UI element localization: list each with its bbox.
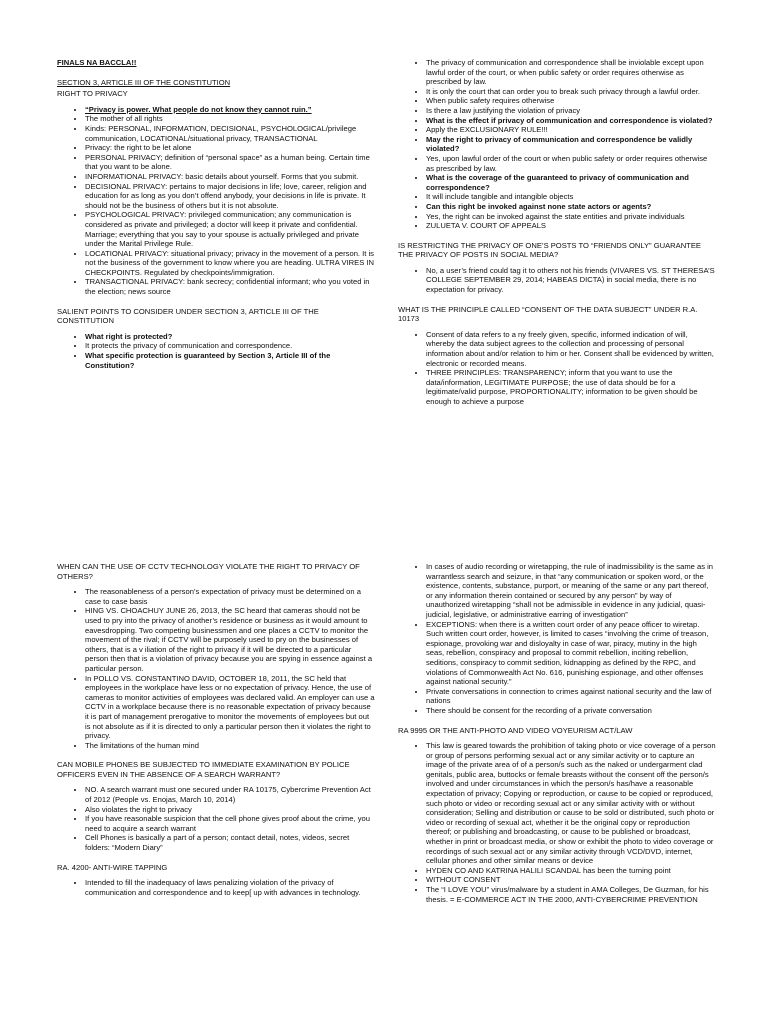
list-item: • TRANSACTIONAL PRIVACY: bank secrecy; confidential informant; who you voted in the election; news source — [85, 277, 375, 296]
list-item: • Can this right be invoked against none state actors or agents? — [426, 202, 716, 212]
list-item: • In POLLO VS. CONSTANTINO DAVID, OCTOBER 18, 2011, the SC held that employees in the workplace have less or no expectation of privacy. Hence, the use of cameras to monitor activities of employees was declared valid. An employer can use a CCTV in a workplace because there is no reasonable expectation of privacy because it is part of management prerogative to monitor the movements of employees but out is not absolute as if it is directed to only a particular person then it violates the right to privacy. — [85, 674, 375, 741]
mobile-phone-list — [57, 785, 375, 852]
consent-list — [398, 330, 716, 407]
bottom-right-column — [398, 562, 716, 914]
list-item: • PSYCHOLOGICAL PRIVACY: privileged communication; any communication is considered as private and privileged; a doctor will keep it private and confidential. Marriage; everything that you say to your spouse is actually privileged and private under the Marital Privilege Rule. — [85, 210, 375, 248]
list-item: • WITHOUT CONSENT — [426, 875, 716, 885]
list-item: • EXCEPTIONS: when there is a written court order of any peace officer to wiretap. Such written court order, however, is limited to cases “involving the crime of treason, espionage, provoking war and disloyalty in case of war, piracy, mutiny in the high seas, rebellion, conspiracy and proposal to commit rebellion, inciting rebellion, seditions, conspiracy to commit sedition, kidnapping as defined by the RPC, and violations of Commonwealth Act No. 616, punishing espionage, and other offenses against national security.” — [426, 620, 716, 687]
list-item: • When public safety requires otherwise — [426, 96, 716, 106]
list-item: • The limitations of the human mind — [85, 741, 375, 751]
list-item: • Private conversations in connection to crimes against national security and the law of nations — [426, 687, 716, 706]
ra4200-list — [57, 878, 375, 897]
list-item: • The reasonableness of a person’s expectation of privacy must be determined on a case to case basis — [85, 587, 375, 606]
list-item: • DECISIONAL PRIVACY: pertains to major decisions in life; love, career, religion and education for as long as you don’t offend anybody, your decisions in life is private. It should not be the business of others but it is not absolute. — [85, 182, 375, 211]
list-item: • The privacy of communication and correspondence shall be inviolable except upon lawful order of the court, or when public safety or order requires otherwise as prescribed by law. — [426, 58, 716, 87]
list-item: • There should be consent for the recording of a private conversation — [426, 706, 716, 716]
list-item: • It protects the privacy of communication and correspondence. — [85, 341, 375, 351]
list-item: • Apply the EXCLUSIONARY RULE!!! — [426, 125, 716, 135]
communication-list — [398, 58, 716, 231]
mobile-phone-heading: CAN MOBILE PHONES BE SUBJECTED TO IMMEDIATE EXAMINATION BY POLICE OFFICERS EVEN IN THE ABSENCE OF A SEARCH WARRANT? — [57, 760, 350, 779]
list-item: • “Privacy is power. What people do not know they cannot ruin.” — [85, 105, 375, 115]
list-item: • LOCATIONAL PRIVACY: situational privacy; privacy in the movement of a person. It is not the business of the government to know where you are heading. ULTRA VIRES IN CHECKPOINTS. Regulated by checkpoints/immigration. — [85, 249, 375, 278]
list-item: • INFORMATIONAL PRIVACY: basic details about yourself. Forms that you submit. — [85, 172, 375, 182]
section-subheading: RIGHT TO PRIVACY — [57, 89, 128, 99]
list-item: • Cell Phones is basically a part of a person; contact detail, notes, videos, secret folders: “Modern Diary” — [85, 833, 375, 852]
list-item: • ZULUETA V. COURT OF APPEALS — [426, 221, 716, 231]
list-item: • What is the effect if privacy of communication and correspondence is violated? — [426, 116, 716, 126]
list-item: • NO. A search warrant must one secured under RA 10175, Cybercrime Prevention Act of 2012 (People vs. Enojas, March 10, 2014) — [85, 785, 375, 804]
list-item: • THREE PRINCIPLES: TRANSPARENCY; inform that you want to use the data/information, LEGITIMATE PURPOSE; the use of data should be for a legitimate/valid purpose, PROPORTIONALITY; information to be given should be enough to achieve a purpose — [426, 368, 716, 406]
list-item: • Privacy: the right to be let alone — [85, 143, 375, 153]
friends-only-heading: IS RESTRICTING THE PRIVACY OF ONE’S POSTS TO “FRIENDS ONLY” GUARANTEE THE PRIVACY OF POSTS IN SOCIAL MEDIA? — [398, 240, 701, 260]
cctv-heading: WHEN CAN THE USE OF CCTV TECHNOLOGY VIOLATE THE RIGHT TO PRIVACY OF OTHERS? — [57, 562, 360, 581]
list-item: • What right is protected? — [85, 332, 375, 342]
salient-heading: SALIENT POINTS TO CONSIDER UNDER SECTION 3, ARTICLE III OF THE CONSTITUTION — [57, 306, 319, 326]
friends-only-list — [398, 266, 716, 295]
top-right-column — [398, 58, 716, 417]
list-item: • Kinds: PERSONAL, INFORMATION, DECISIONAL, PSYCHOLOGICAL/privilege communication, LOCATIONAL/situational privacy, TRANSACTIONAL — [85, 124, 375, 143]
list-item: • No, a user’s friend could tag it to others not his friends (VIVARES VS. ST THERESA’S COLLEGE SEPTEMBER 29, 2014; HABEAS DICTA) in social media, there is no expectation for privacy. — [426, 266, 716, 295]
list-item: • Also violates the right to privacy — [85, 805, 375, 815]
page-bottom — [0, 512, 768, 1024]
list-item: • Is there a law justifying the violation of privacy — [426, 106, 716, 116]
list-item: • Yes, the right can be invoked against the state entities and private individuals — [426, 212, 716, 222]
list-item: • This law is geared towards the prohibition of taking photo or vice coverage of a person or group of persons performing sexual act or any similar activity or to capture an image of the private area of of a person/s such as the naked or undergarment clad genitals, public area, buttocks or female breasts without the consent off the person/s involved and under circumstances in which the person/s has/have a reasonable expectation of privacy; Copying or reproduction, or cause to be copied or reproduced, such photo or video or recording sexual act or any similar activity with or without consideration; Selling and distribution or cause to be sold or distributed, such photo or video or recording of sexual act, whether it be the original copy or reproduction thereof; or publishing and broadcasting, or cause to be published or broadcast, whether in print or broadcast media, or show or exhibit the photo to video coverage or recordings of such sexual act or any similar activity through VCD/DVD, internet, cellular phones and other similar means or device — [426, 741, 716, 866]
list-item: • PERSONAL PRIVACY; definition of “personal space” as a human being. Certain time that you want to be alone. — [85, 153, 375, 172]
list-item: • If you have reasonable suspicion that the cell phone gives proof about the crime, you need to acquire a search warrant — [85, 814, 375, 833]
list-item: • The mother of all rights — [85, 114, 375, 124]
bottom-left-column — [57, 562, 375, 907]
consent-heading: WHAT IS THE PRINCIPLE CALLED “CONSENT OF THE DATA SUBJECT” UNDER R.A. 10173 — [398, 304, 698, 324]
list-item: • May the right to privacy of communication and correspondence be validly violated? — [426, 135, 716, 154]
list-item: • In cases of audio recording or wiretapping, the rule of inadmissibility is the same as in warrantless search and seizure, in that “any communication or spoken word, or the existence, contents, substance, purport, or meaning of the same or any part thereof, or any information therein contained or secured by any person” by way of unauthorized wiretapping “shall not be admissible in evidence in any judicial, quasi-judicial, legislative, or administrative earring of investigation” — [426, 562, 716, 620]
ra4200-heading: RA. 4200- ANTI-WIRE TAPPING — [57, 862, 168, 872]
ra9995-heading: RA 9995 OR THE ANTI-PHOTO AND VIDEO VOYEURISM ACT/LAW — [398, 725, 633, 735]
list-item: • What specific protection is guaranteed by Section 3, Article III of the Constitution? — [85, 351, 375, 370]
cctv-list — [57, 587, 375, 750]
list-item: • Intended to fill the inadequacy of laws penalizing violation of the privacy of communication and correspondence and to keep[ up with advances in technology. — [85, 878, 375, 897]
list-item: • HYDEN CO AND KATRINA HALILI SCANDAL has been the turning point — [426, 866, 716, 876]
list-item: • It will include tangible and intangible objects — [426, 192, 716, 202]
salient-list — [57, 332, 375, 370]
document-title: FINALS NA BACCLA!! — [57, 58, 137, 67]
list-item: • HING VS. CHOACHUY JUNE 26, 2013, the SC heard that cameras should not be used to pry into the privacy of another’s residence or business as it would amount to eavesdropping. Two competing businessmen and one places a CCTV to monitor the movement of the rival; if CCTV will be purposely used to pry on the businesses of others, that is a v iliation of the right to privacy if it will be directed to a particular person then that is a violation of privacy because you are spying in essence against a particular person. — [85, 606, 375, 673]
list-item: • Consent of data refers to a ny freely given, specific, informed indication of will, whereby the data subject agrees to the collection and processing of personal information about and/or relation to him or her. Consent shall be evidenced by written, electronic or recorded means. — [426, 330, 716, 368]
section-heading: SECTION 3, ARTICLE III OF THE CONSTITUTION — [57, 77, 231, 87]
wiretap-list — [398, 562, 716, 716]
list-item: • The “I LOVE YOU” virus/malware by a student in AMA Colleges, De Guzman, for his thesis. = E-COMMERCE ACT IN THE 2000, ANTI-CYBERCRIME PREVENTION — [426, 885, 716, 904]
list-item: • It is only the court that can order you to break such privacy through a lawful order. — [426, 87, 716, 97]
privacy-list — [57, 105, 375, 297]
top-left-column — [57, 58, 375, 380]
list-item: • Yes, upon lawful order of the court or when public safety or order requires otherwise as prescribed by law. — [426, 154, 716, 173]
list-item: • What is the coverage of the guaranteed to privacy of communication and correspondence? — [426, 173, 716, 192]
ra9995-list — [398, 741, 716, 904]
